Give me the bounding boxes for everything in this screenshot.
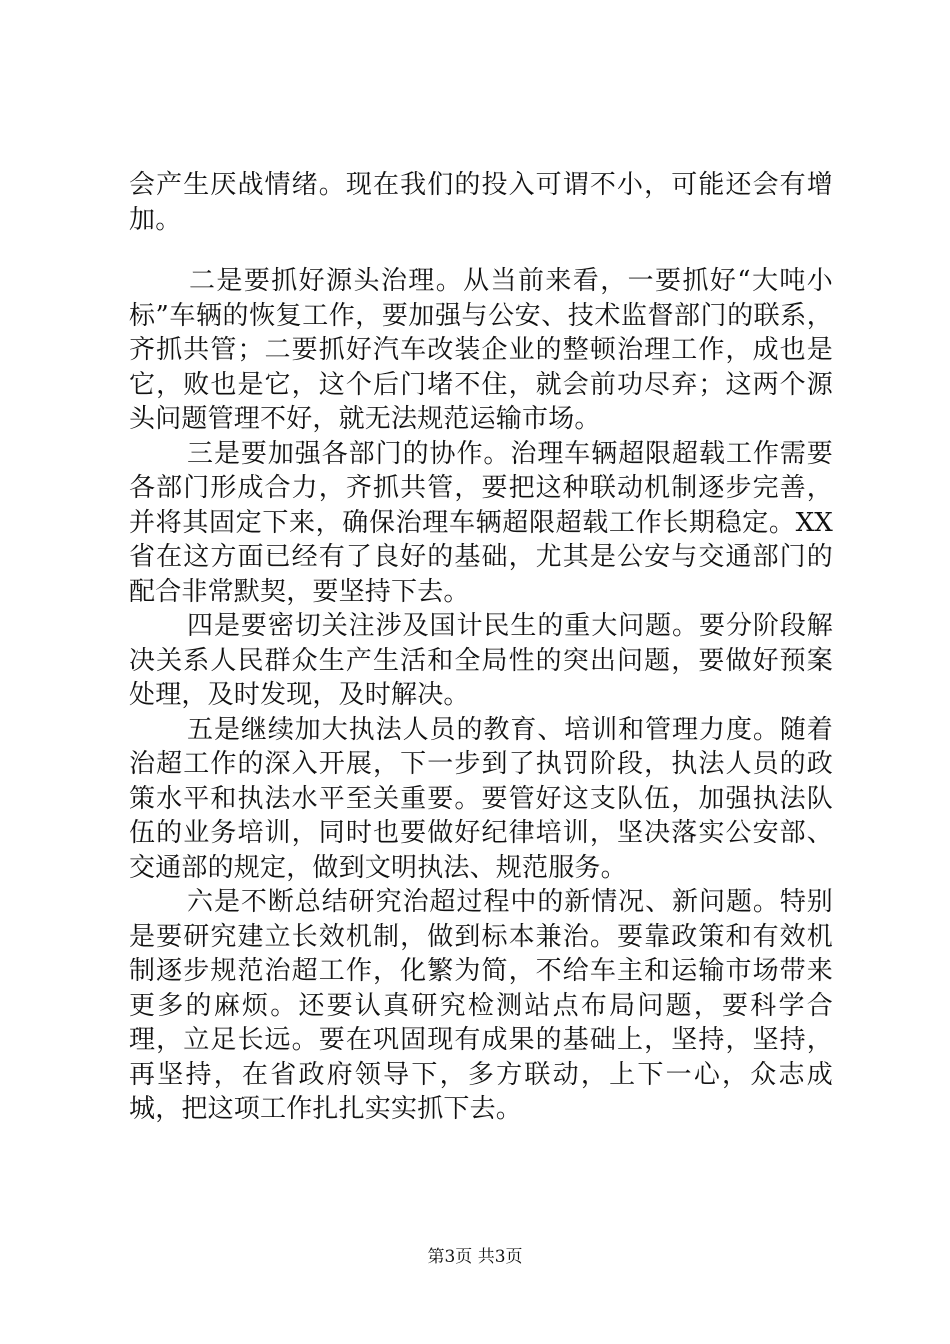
paragraph-source-governance: 二是要抓好源头治理。从当前来看，一要抓好“大吨小标”车辆的恢复工作，要加强与公安、技术监督部门的联系，齐抓共管；二要抓好汽车改装企业的整顿治理工作，成也是它，败也是它，这个后门堵不住，就会前功尽弃；这两个源头问题管理不好，就无法规范运输市场。 xyxy=(129,266,833,434)
paragraph-department-cooperation: 三是要加强各部门的协作。治理车辆超限超载工作需要各部门形成合力，齐抓共管，要把这种联动机制逐步完善，并将其固定下来，确保治理车辆超限超载工作长期稳定。XX省在这方面已经有了良好的基础，尤其是公安与交通部门的配合非常默契，要坚持下去。 xyxy=(129,438,833,607)
paragraph-enforcement-training: 五是继续加大执法人员的教育、培训和管理力度。随着治超工作的深入开展，下一步到了执罚阶段，执法人员的政策水平和执法水平至关重要。要管好这支队伍，加强执法队伍的业务培训，同时也要做好纪律培训，坚决落实公安部、交通部的规定，做到文明执法、规范服务。 xyxy=(129,714,833,883)
document-body xyxy=(129,168,833,1127)
page-number-footer: 第3页 共3页 xyxy=(427,1247,523,1267)
paragraph-livelihood-issues: 四是要密切关注涉及国计民生的重大问题。要分阶段解决关系人民群众生产生活和全局性的突出问题，要做好预案处理，及时发现，及时解决。 xyxy=(129,611,833,710)
paragraph-continuation: 会产生厌战情绪。现在我们的投入可谓不小，可能还会有增加。 xyxy=(129,170,833,235)
paragraph-long-term-mechanism: 六是不断总结研究治超过程中的新情况、新问题。特别是要研究建立长效机制，做到标本兼治。要靠政策和有效机制逐步规范治超工作，化繁为简，不给车主和运输市场带来更多的麻烦。还要认真研究检测站点布局问题，要科学合理，立足长远。要在巩固现有成果的基础上，坚持，坚持，再坚持，在省政府领导下，多方联动，上下一心，众志成城，把这项工作扎扎实实抓下去。 xyxy=(129,887,833,1124)
